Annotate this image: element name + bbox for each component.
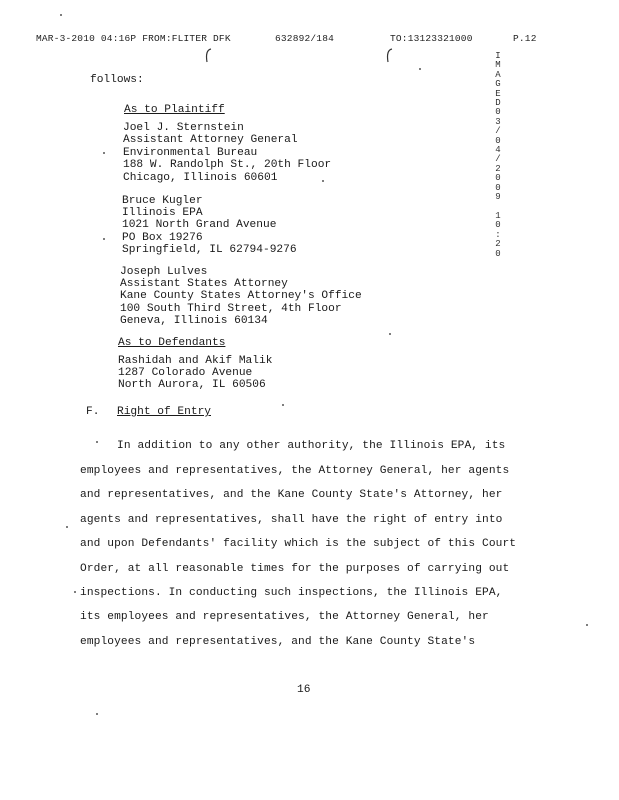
defendants-block (118, 355, 272, 392)
section-f-label: F. (86, 406, 100, 418)
plaintiff-contact-3 (120, 266, 362, 327)
stamp-char: / (495, 154, 501, 165)
contact-line: Illinois EPA (122, 207, 203, 220)
contact-line: Bruce Kugler (122, 195, 203, 207)
paragraph-line: and upon Defendants' facility which is the subject of this Court (80, 538, 517, 550)
fax-date-from: MAR-3-2010 04:16P FROM:FLITER DFK (36, 33, 231, 44)
stamp-char: 1 (495, 210, 501, 221)
scan-speck (282, 404, 284, 406)
contact-line: Kane County States Attorney's Office (120, 290, 362, 303)
stamp-char: 3 (495, 116, 501, 127)
paragraph-line: Order, at all reasonable times for the purposes of carrying out (80, 563, 510, 575)
stamp-char: M (495, 60, 501, 71)
page-number: 16 (297, 684, 311, 696)
scan-speck (66, 526, 68, 528)
defendant-line: 1287 Colorado Avenue (118, 367, 253, 380)
section-f-heading: Right of Entry (117, 406, 211, 418)
fax-to-number: TO:13123321000 (390, 33, 473, 44)
defendant-line: North Aurora, IL 60506 (118, 379, 266, 392)
scan-speck (60, 14, 62, 16)
stamp-char: 9 (495, 192, 501, 203)
contact-line: Joseph Lulves (120, 266, 208, 278)
stamp-char: 4 (495, 145, 501, 156)
contact-line: Chicago, Illinois 60601 (123, 171, 278, 184)
plaintiff-contact-1 (123, 122, 331, 184)
scan-speck (322, 180, 324, 182)
stamp-char: 2 (495, 163, 501, 174)
scan-mark-right (384, 48, 394, 64)
contact-line: Joel J. Sternstein (123, 122, 244, 134)
paragraph-line: employees and representatives, the Attorney General, her agents (80, 465, 510, 477)
stamp-char: 0 (495, 107, 501, 118)
contact-line: 100 South Third Street, 4th Floor (120, 302, 342, 315)
plaintiff-contact-2 (122, 195, 297, 256)
paragraph-line: inspections. In conducting such inspections, the Illinois EPA, (80, 587, 503, 599)
scan-mark-left (203, 48, 213, 64)
scan-speck (103, 152, 105, 154)
contact-line: Environmental Bureau (123, 146, 258, 159)
defendant-line: Rashidah and Akif Malik (118, 355, 273, 367)
scan-speck (419, 68, 421, 70)
plaintiff-heading: As to Plaintiff (124, 104, 225, 116)
scan-speck (74, 591, 76, 593)
stamp-char: 0 (495, 173, 501, 184)
stamp-char: G (495, 79, 501, 90)
stamp-char: 0 (495, 248, 501, 259)
scan-speck (96, 441, 98, 443)
stamp-char: E (495, 88, 501, 99)
fax-page: P.12 (513, 33, 537, 44)
paragraph-line: and representatives, and the Kane County State's Attorney, her (80, 489, 503, 501)
scan-speck (96, 713, 98, 715)
intro-text: follows: (90, 74, 144, 86)
contact-line: Geneva, Illinois 60134 (120, 314, 268, 327)
paragraph-line: agents and representatives, shall have the right of entry into (80, 514, 503, 526)
stamp-char: 2 (495, 239, 501, 250)
paragraph-line: In addition to any other authority, the Illinois EPA, its (117, 440, 506, 452)
contact-line: 1021 North Grand Avenue (122, 219, 277, 232)
contact-line: Assistant Attorney General (123, 134, 298, 147)
scan-speck (389, 333, 391, 335)
contact-line: 188 W. Randolph St., 20th Floor (123, 159, 332, 172)
stamp-char: I (495, 51, 501, 61)
contact-line: PO Box 19276 (122, 231, 203, 244)
paragraph-line: employees and representatives, and the Kane County State's (80, 636, 476, 648)
paragraph-line: its employees and representatives, the Attorney General, her (80, 611, 489, 623)
scan-speck (586, 624, 588, 626)
stamp-char: / (495, 126, 501, 137)
defendants-heading: As to Defendants (118, 337, 226, 349)
imaged-stamp (493, 52, 503, 259)
scan-speck (103, 238, 105, 240)
stamp-char: D (495, 98, 501, 109)
stamp-char: 0 (495, 182, 501, 193)
stamp-char: A (495, 69, 501, 80)
contact-line: Springfield, IL 62794-9276 (122, 243, 297, 256)
contact-line: Assistant States Attorney (120, 278, 288, 291)
stamp-char: : (495, 229, 501, 240)
stamp-char: 0 (495, 135, 501, 146)
stamp-char: 0 (495, 220, 501, 231)
fax-number: 632892/184 (275, 33, 335, 44)
